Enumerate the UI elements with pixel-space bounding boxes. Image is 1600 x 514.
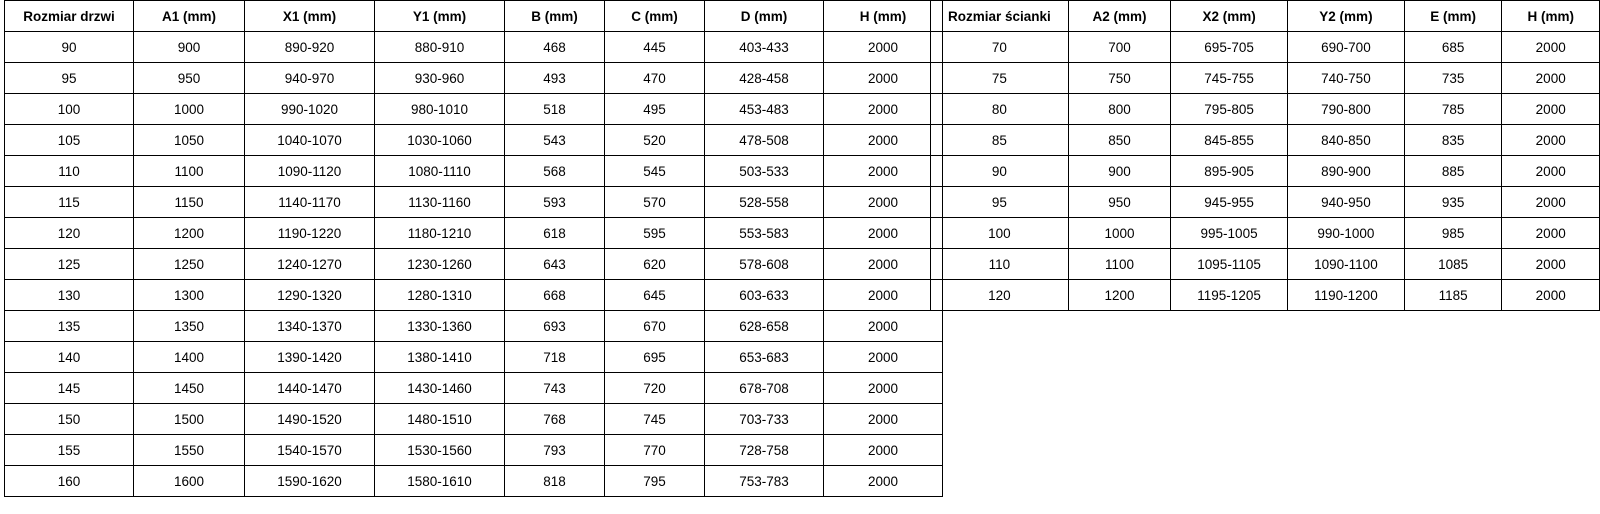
doors-table-cell: 793: [505, 435, 605, 466]
doors-table-cell: 1000: [134, 94, 245, 125]
doors-table-cell: 693: [505, 311, 605, 342]
doors-table-cell: 1480-1510: [375, 404, 505, 435]
doors-table-column-header: B (mm): [505, 1, 605, 32]
doors-table-cell: 1400: [134, 342, 245, 373]
walls-table-cell: 100: [931, 218, 1069, 249]
doors-table-cell: 890-920: [245, 32, 375, 63]
table-row: [5, 404, 943, 435]
doors-table-cell: 1340-1370: [245, 311, 375, 342]
doors-table-cell: 520: [605, 125, 705, 156]
doors-table-cell: 818: [505, 466, 605, 497]
doors-dimensions-table: [4, 0, 943, 497]
doors-table-cell: 745: [605, 404, 705, 435]
walls-dimensions-table: [930, 0, 1600, 311]
doors-table-cell: 403-433: [705, 32, 824, 63]
doors-table-cell: 1040-1070: [245, 125, 375, 156]
doors-table-cell: 900: [134, 32, 245, 63]
doors-table-cell: 428-458: [705, 63, 824, 94]
walls-table-column-header: Y2 (mm): [1288, 1, 1405, 32]
walls-table-cell: 800: [1068, 94, 1170, 125]
doors-table-cell: 2000: [824, 125, 943, 156]
doors-table-cell: 445: [605, 32, 705, 63]
doors-table-cell: 140: [5, 342, 134, 373]
table-row: [931, 218, 1600, 249]
doors-table-cell: 930-960: [375, 63, 505, 94]
doors-table-cell: 1250: [134, 249, 245, 280]
doors-table-cell: 110: [5, 156, 134, 187]
doors-table-cell: 2000: [824, 311, 943, 342]
doors-table-cell: 1440-1470: [245, 373, 375, 404]
walls-table-column-header: A2 (mm): [1068, 1, 1170, 32]
doors-table-cell: 568: [505, 156, 605, 187]
doors-table-cell: 150: [5, 404, 134, 435]
walls-table-cell: 945-955: [1171, 187, 1288, 218]
walls-table-header: [931, 1, 1600, 32]
walls-table-cell: 70: [931, 32, 1069, 63]
table-row: [5, 187, 943, 218]
doors-table-cell: 720: [605, 373, 705, 404]
doors-table-cell: 1030-1060: [375, 125, 505, 156]
walls-table-cell: 795-805: [1171, 94, 1288, 125]
doors-table-cell: 1190-1220: [245, 218, 375, 249]
table-row: [931, 32, 1600, 63]
walls-table-column-header: E (mm): [1404, 1, 1502, 32]
walls-table-cell: 735: [1404, 63, 1502, 94]
walls-table-cell: 85: [931, 125, 1069, 156]
doors-table-cell: 518: [505, 94, 605, 125]
walls-table-cell: 2000: [1502, 32, 1600, 63]
walls-table-cell: 740-750: [1288, 63, 1405, 94]
doors-table-cell: 90: [5, 32, 134, 63]
doors-table-cell: 2000: [824, 466, 943, 497]
table-row: [5, 342, 943, 373]
walls-table-cell: 900: [1068, 156, 1170, 187]
doors-table-cell: 703-733: [705, 404, 824, 435]
doors-table-cell: 493: [505, 63, 605, 94]
doors-table-cell: 95: [5, 63, 134, 94]
doors-table-cell: 1530-1560: [375, 435, 505, 466]
doors-table-cell: 495: [605, 94, 705, 125]
doors-table-cell: 880-910: [375, 32, 505, 63]
doors-table-cell: 1200: [134, 218, 245, 249]
doors-table-cell: 130: [5, 280, 134, 311]
walls-table-cell: 935: [1404, 187, 1502, 218]
table-row: [5, 156, 943, 187]
doors-table-cell: 1130-1160: [375, 187, 505, 218]
doors-table-cell: 643: [505, 249, 605, 280]
table-row: [931, 187, 1600, 218]
table-row: [5, 249, 943, 280]
walls-table-cell: 2000: [1502, 249, 1600, 280]
walls-table-cell: 2000: [1502, 218, 1600, 249]
doors-table-cell: 2000: [824, 435, 943, 466]
doors-table-cell: 478-508: [705, 125, 824, 156]
doors-table-cell: 628-658: [705, 311, 824, 342]
doors-table-cell: 2000: [824, 156, 943, 187]
doors-table-cell: 1150: [134, 187, 245, 218]
walls-table-cell: 950: [1068, 187, 1170, 218]
walls-table-cell: 890-900: [1288, 156, 1405, 187]
doors-table-cell: 468: [505, 32, 605, 63]
table-row: [931, 94, 1600, 125]
doors-table-cell: 1390-1420: [245, 342, 375, 373]
doors-table-cell: 2000: [824, 187, 943, 218]
doors-table-cell: 2000: [824, 63, 943, 94]
walls-table-cell: 790-800: [1288, 94, 1405, 125]
doors-table-column-header: D (mm): [705, 1, 824, 32]
doors-table-cell: 160: [5, 466, 134, 497]
doors-table-cell: 990-1020: [245, 94, 375, 125]
walls-table-cell: 1090-1100: [1288, 249, 1405, 280]
doors-table-cell: 1330-1360: [375, 311, 505, 342]
doors-table-cell: 155: [5, 435, 134, 466]
doors-table-cell: 578-608: [705, 249, 824, 280]
doors-table-cell: 1290-1320: [245, 280, 375, 311]
doors-table-cell: 105: [5, 125, 134, 156]
doors-table-cell: 145: [5, 373, 134, 404]
walls-table-cell: 1200: [1068, 280, 1170, 311]
doors-table-cell: 1240-1270: [245, 249, 375, 280]
walls-table-cell: 1095-1105: [1171, 249, 1288, 280]
doors-table-cell: 2000: [824, 32, 943, 63]
doors-table-cell: 135: [5, 311, 134, 342]
table-row: [5, 63, 943, 94]
doors-table-cell: 770: [605, 435, 705, 466]
walls-table-cell: 685: [1404, 32, 1502, 63]
doors-table-cell: 1100: [134, 156, 245, 187]
doors-table-cell: 1590-1620: [245, 466, 375, 497]
doors-table-column-header: A1 (mm): [134, 1, 245, 32]
doors-dimensions-table-container: [4, 0, 943, 497]
walls-table-cell: 1190-1200: [1288, 280, 1405, 311]
doors-table-cell: 1180-1210: [375, 218, 505, 249]
walls-table-cell: 1000: [1068, 218, 1170, 249]
walls-table-cell: 120: [931, 280, 1069, 311]
table-row: [5, 373, 943, 404]
doors-table-cell: 1540-1570: [245, 435, 375, 466]
table-row: [5, 94, 943, 125]
doors-table-cell: 1300: [134, 280, 245, 311]
doors-table-cell: 670: [605, 311, 705, 342]
walls-table-cell: 1185: [1404, 280, 1502, 311]
doors-table-cell: 1050: [134, 125, 245, 156]
doors-table-cell: 2000: [824, 94, 943, 125]
doors-table-cell: 1230-1260: [375, 249, 505, 280]
walls-table-cell: 1195-1205: [1171, 280, 1288, 311]
table-header-row: [931, 1, 1600, 32]
doors-table-cell: 695: [605, 342, 705, 373]
walls-table-cell: 75: [931, 63, 1069, 94]
doors-table-cell: 1380-1410: [375, 342, 505, 373]
doors-table-cell: 1490-1520: [245, 404, 375, 435]
walls-table-cell: 985: [1404, 218, 1502, 249]
doors-table-cell: 678-708: [705, 373, 824, 404]
walls-table-column-header: Rozmiar ścianki: [931, 1, 1069, 32]
doors-table-cell: 2000: [824, 342, 943, 373]
doors-table-cell: 1280-1310: [375, 280, 505, 311]
doors-table-column-header: X1 (mm): [245, 1, 375, 32]
doors-table-cell: 795: [605, 466, 705, 497]
table-row: [931, 63, 1600, 94]
doors-table-cell: 125: [5, 249, 134, 280]
doors-table-cell: 593: [505, 187, 605, 218]
doors-table-cell: 543: [505, 125, 605, 156]
walls-table-cell: 2000: [1502, 94, 1600, 125]
doors-table-cell: 728-758: [705, 435, 824, 466]
table-row: [5, 125, 943, 156]
doors-table-column-header: C (mm): [605, 1, 705, 32]
walls-table-cell: 850: [1068, 125, 1170, 156]
doors-table-column-header: Rozmiar drzwi: [5, 1, 134, 32]
table-row: [5, 32, 943, 63]
doors-table-cell: 668: [505, 280, 605, 311]
doors-table-cell: 528-558: [705, 187, 824, 218]
doors-table-cell: 2000: [824, 373, 943, 404]
doors-table-cell: 115: [5, 187, 134, 218]
walls-table-cell: 90: [931, 156, 1069, 187]
walls-table-cell: 1085: [1404, 249, 1502, 280]
table-row: [5, 311, 943, 342]
doors-table-cell: 2000: [824, 249, 943, 280]
table-row: [5, 466, 943, 497]
walls-table-cell: 885: [1404, 156, 1502, 187]
doors-table-cell: 1450: [134, 373, 245, 404]
doors-table-cell: 453-483: [705, 94, 824, 125]
walls-table-cell: 690-700: [1288, 32, 1405, 63]
walls-table-cell: 750: [1068, 63, 1170, 94]
doors-table-cell: 940-970: [245, 63, 375, 94]
table-row: [931, 156, 1600, 187]
doors-table-header: [5, 1, 943, 32]
doors-table-body: [5, 32, 943, 497]
walls-table-cell: 2000: [1502, 280, 1600, 311]
doors-table-cell: 718: [505, 342, 605, 373]
doors-table-cell: 768: [505, 404, 605, 435]
doors-table-cell: 1580-1610: [375, 466, 505, 497]
walls-table-column-header: X2 (mm): [1171, 1, 1288, 32]
walls-table-cell: 995-1005: [1171, 218, 1288, 249]
walls-table-cell: 80: [931, 94, 1069, 125]
doors-table-cell: 603-633: [705, 280, 824, 311]
walls-table-cell: 2000: [1502, 125, 1600, 156]
doors-table-cell: 653-683: [705, 342, 824, 373]
doors-table-cell: 1140-1170: [245, 187, 375, 218]
walls-table-cell: 2000: [1502, 187, 1600, 218]
doors-table-cell: 2000: [824, 280, 943, 311]
doors-table-column-header: H (mm): [824, 1, 943, 32]
walls-table-cell: 95: [931, 187, 1069, 218]
walls-table-cell: 990-1000: [1288, 218, 1405, 249]
doors-table-cell: 950: [134, 63, 245, 94]
doors-table-cell: 100: [5, 94, 134, 125]
walls-table-cell: 845-855: [1171, 125, 1288, 156]
walls-table-cell: 785: [1404, 94, 1502, 125]
doors-table-cell: 595: [605, 218, 705, 249]
walls-table-body: [931, 32, 1600, 311]
doors-table-cell: 753-783: [705, 466, 824, 497]
doors-table-cell: 980-1010: [375, 94, 505, 125]
doors-table-column-header: Y1 (mm): [375, 1, 505, 32]
walls-table-cell: 1100: [1068, 249, 1170, 280]
doors-table-cell: 645: [605, 280, 705, 311]
doors-table-cell: 120: [5, 218, 134, 249]
walls-table-cell: 895-905: [1171, 156, 1288, 187]
doors-table-cell: 1080-1110: [375, 156, 505, 187]
doors-table-cell: 545: [605, 156, 705, 187]
walls-table-cell: 940-950: [1288, 187, 1405, 218]
doors-table-cell: 570: [605, 187, 705, 218]
doors-table-cell: 1430-1460: [375, 373, 505, 404]
doors-table-cell: 470: [605, 63, 705, 94]
walls-table-cell: 2000: [1502, 63, 1600, 94]
walls-table-cell: 745-755: [1171, 63, 1288, 94]
table-row: [931, 249, 1600, 280]
doors-table-cell: 2000: [824, 218, 943, 249]
doors-table-cell: 743: [505, 373, 605, 404]
walls-table-cell: 695-705: [1171, 32, 1288, 63]
table-header-row: [5, 1, 943, 32]
table-row: [931, 280, 1600, 311]
doors-table-cell: 618: [505, 218, 605, 249]
walls-table-cell: 835: [1404, 125, 1502, 156]
walls-dimensions-table-container: [930, 0, 1600, 311]
doors-table-cell: 1350: [134, 311, 245, 342]
table-row: [931, 125, 1600, 156]
doors-table-cell: 1550: [134, 435, 245, 466]
doors-table-cell: 553-583: [705, 218, 824, 249]
doors-table-cell: 1600: [134, 466, 245, 497]
walls-table-cell: 700: [1068, 32, 1170, 63]
walls-table-cell: 110: [931, 249, 1069, 280]
doors-table-cell: 620: [605, 249, 705, 280]
doors-table-cell: 2000: [824, 404, 943, 435]
walls-table-cell: 840-850: [1288, 125, 1405, 156]
walls-table-column-header: H (mm): [1502, 1, 1600, 32]
table-row: [5, 218, 943, 249]
table-row: [5, 280, 943, 311]
doors-table-cell: 1090-1120: [245, 156, 375, 187]
walls-table-cell: 2000: [1502, 156, 1600, 187]
doors-table-cell: 1500: [134, 404, 245, 435]
doors-table-cell: 503-533: [705, 156, 824, 187]
table-row: [5, 435, 943, 466]
